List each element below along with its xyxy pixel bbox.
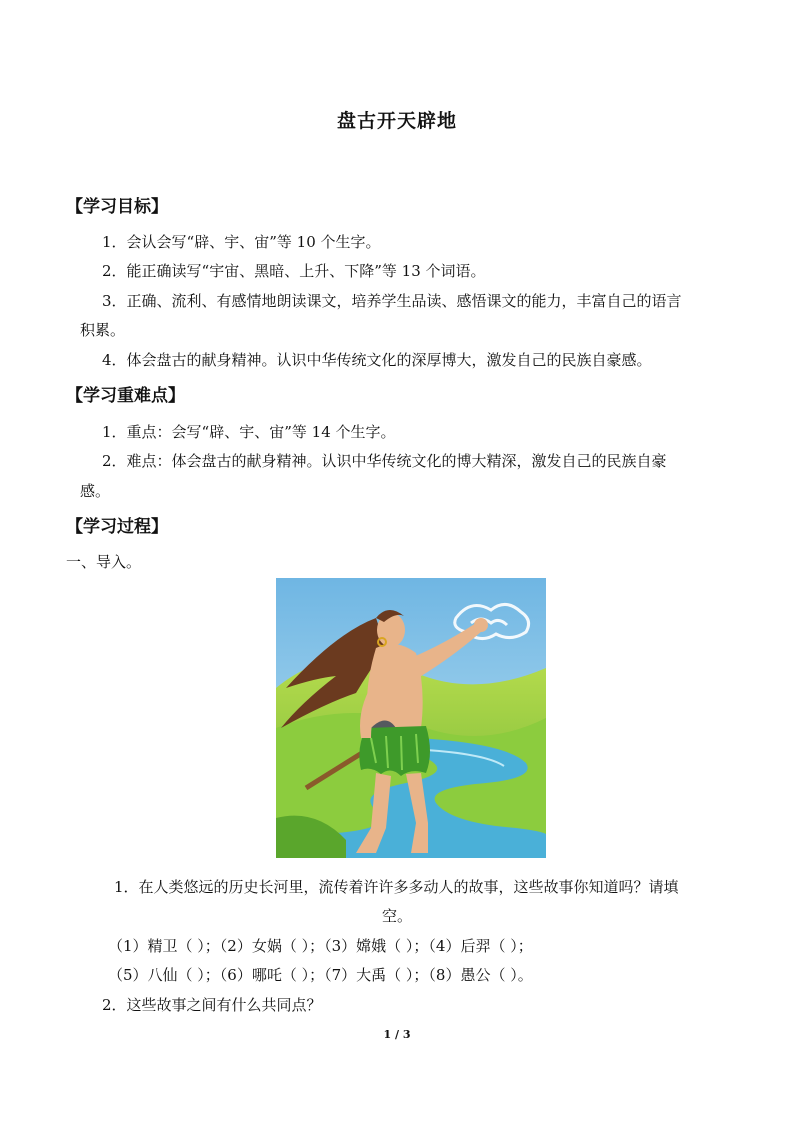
page-title: 盘古开天辟地: [336, 110, 457, 132]
fill-blank-row-2: （5）八仙（ ）；（6）哪吒（ ）；（7）大禹（ ）；（8）愚公（ ）。: [108, 966, 533, 984]
question-1-line-1: 1．在人类悠远的历史长河里，流传着许许多多动人的故事，这些故事你知道吗？请填: [114, 878, 679, 896]
objective-item-3-cont: 积累。: [80, 321, 126, 339]
pangu-illustration: [276, 578, 546, 858]
key-point-item-2: 2．难点：体会盘古的献身精神。认识中华传统文化的博大精深，激发自己的民族自豪: [102, 452, 667, 470]
objective-item-3: 3．正确、流利、有感情地朗读课文，培养学生品读、感悟课文的能力，丰富自己的语言: [102, 292, 682, 310]
section-heading-objectives: 【学习目标】: [66, 197, 168, 217]
pangu-illustration-svg: [276, 578, 546, 858]
section-heading-process: 【学习过程】: [66, 517, 168, 537]
objective-item-4: 4．体会盘古的献身精神。认识中华传统文化的深厚博大，激发自己的民族自豪感。: [102, 351, 652, 369]
objective-item-2: 2．能正确读写“宇宙、黑暗、上升、下降”等 13 个词语。: [102, 262, 486, 280]
page-number: 1 / 3: [383, 1028, 411, 1041]
question-2: 2．这些故事之间有什么共同点？: [102, 996, 322, 1014]
question-1-line-2: 空。: [381, 907, 412, 925]
process-intro: 一、导入。: [66, 553, 142, 571]
fill-blank-row-1: （1）精卫（ ）；（2）女娲（ ）；（3）嫦娥（ ）；（4）后羿（ ）；: [108, 937, 533, 955]
section-heading-key-points: 【学习重难点】: [66, 386, 185, 406]
key-point-item-1: 1．重点：会写“辟、宇、宙”等 14 个生字。: [102, 423, 396, 441]
key-point-item-2-cont: 感。: [80, 482, 111, 500]
objective-item-1: 1．会认会写“辟、宇、宙”等 10 个生字。: [102, 233, 381, 251]
